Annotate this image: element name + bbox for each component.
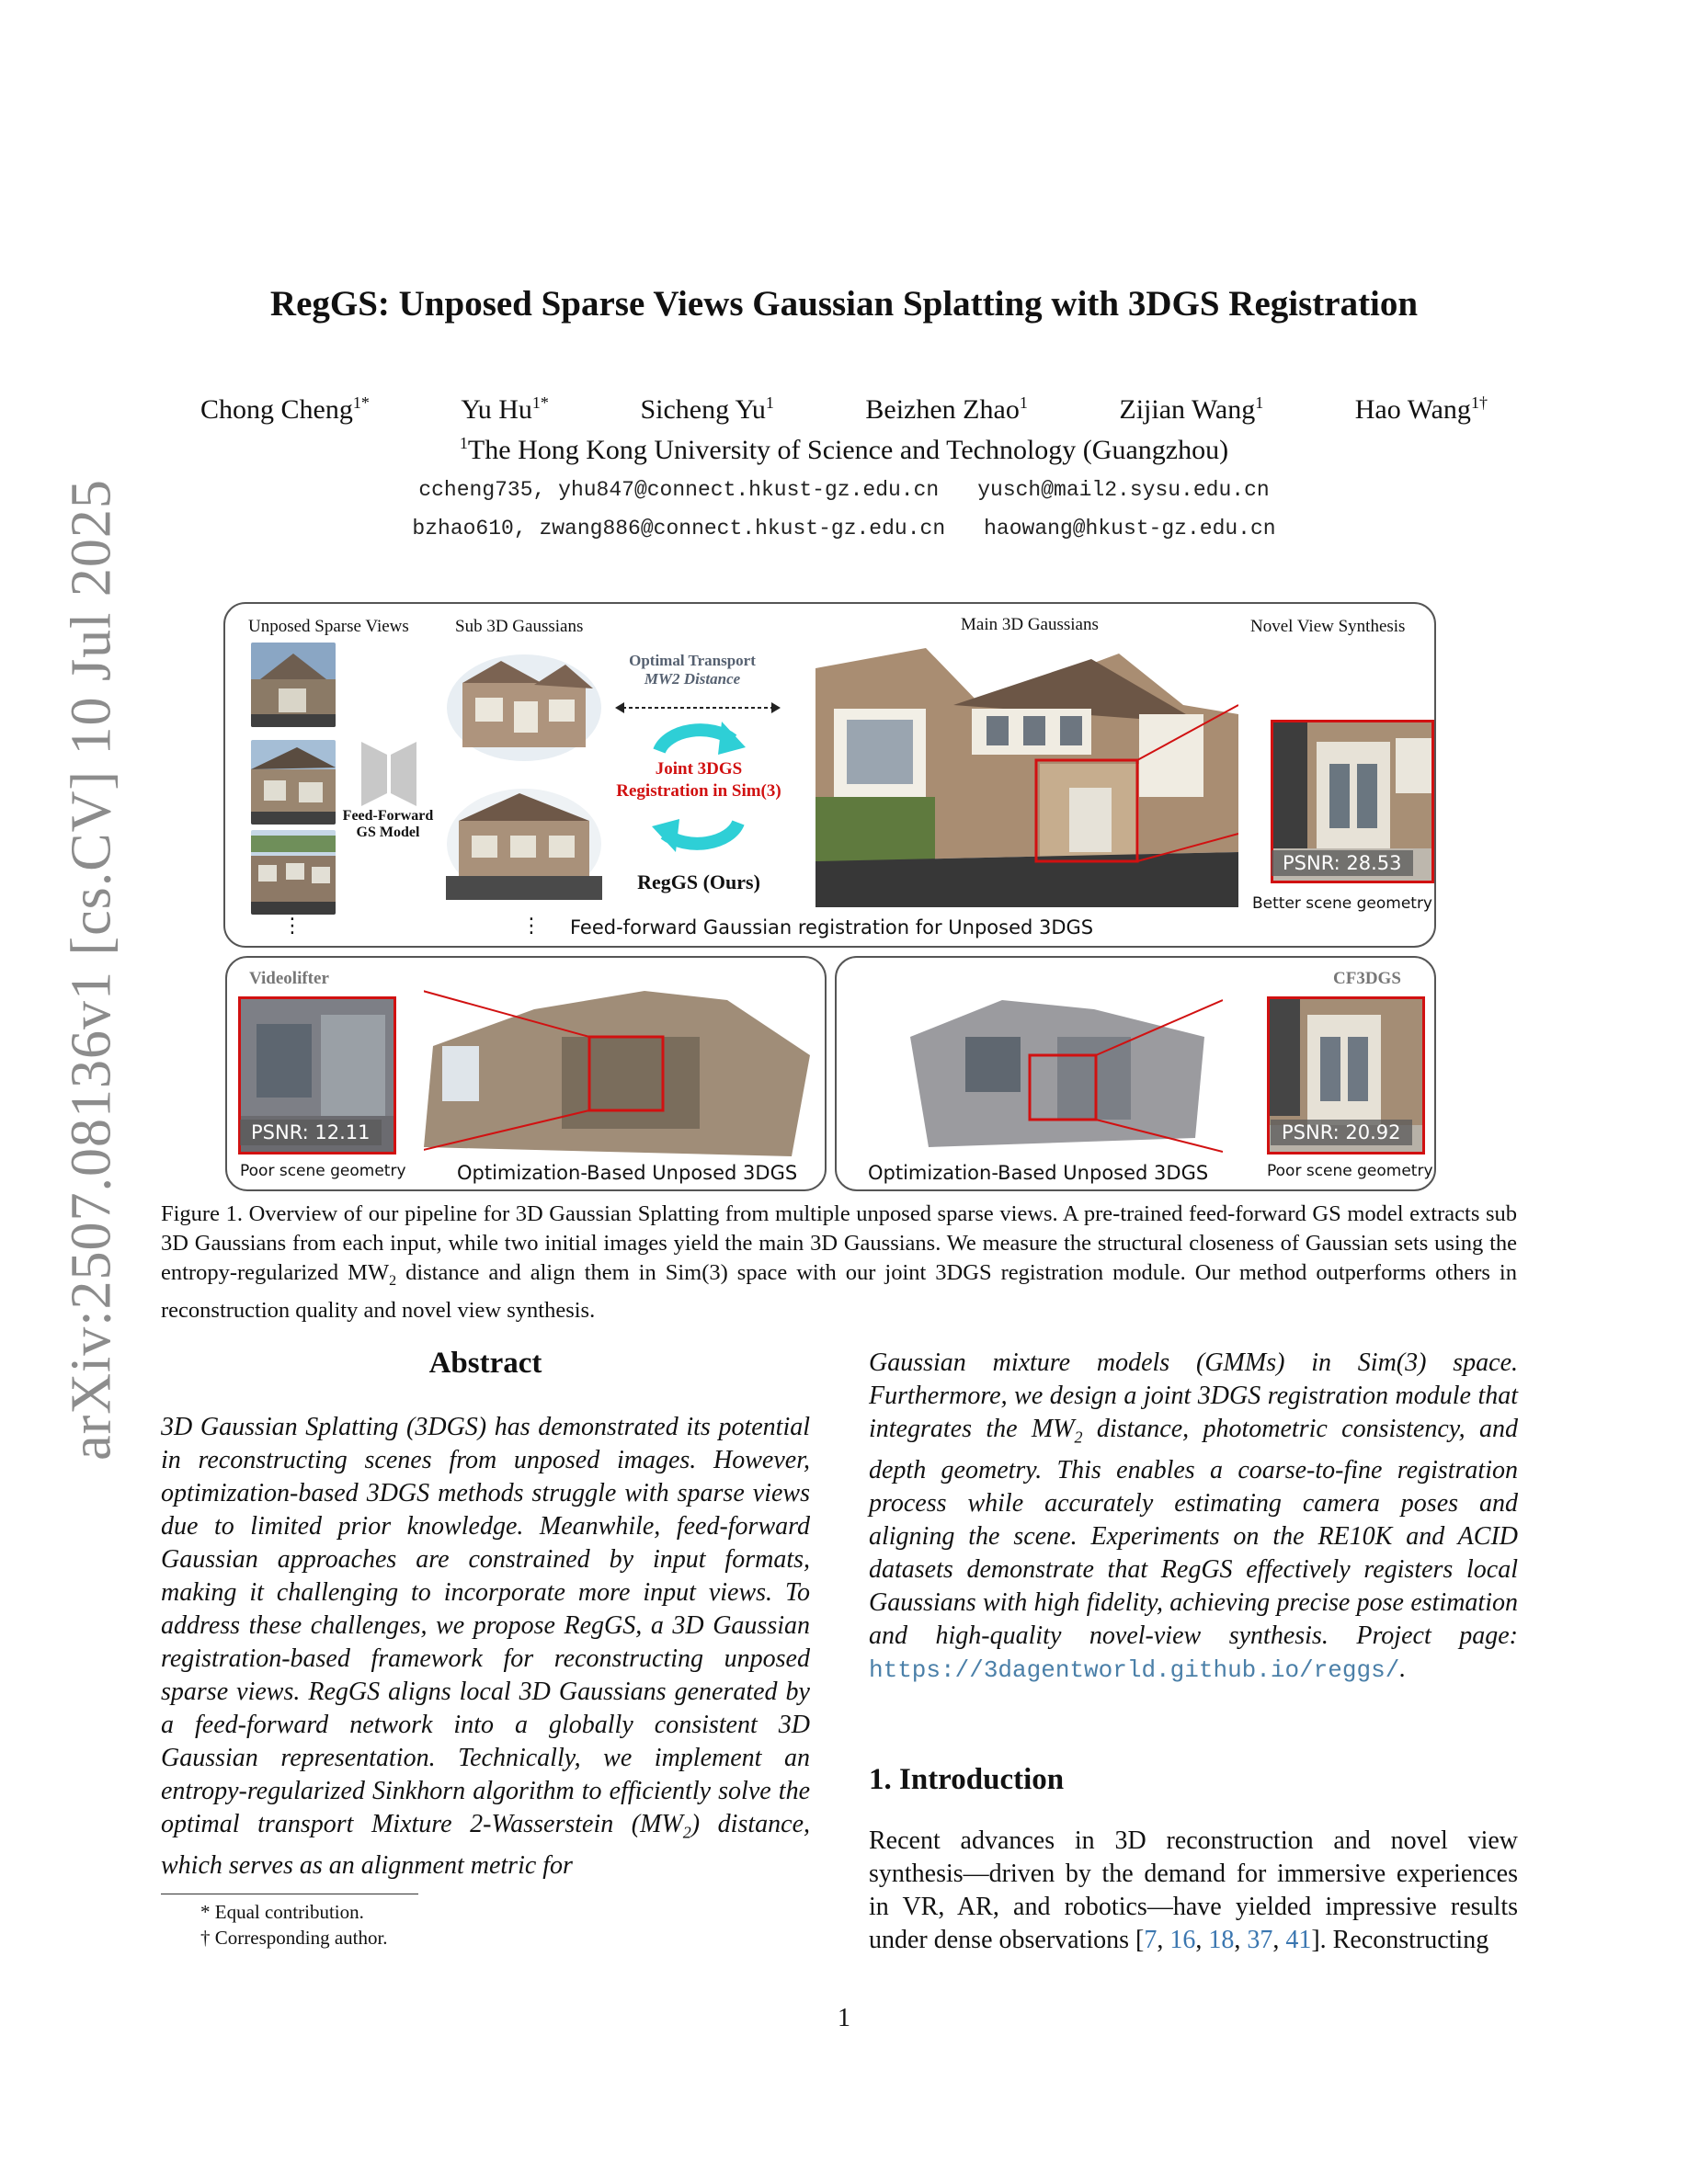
project-page-link[interactable]: https://3dagentworld.github.io/reggs/	[869, 1655, 1400, 1684]
author: Beizhen Zhao$^1$	[865, 393, 1028, 425]
footnote: * Equal contribution.	[200, 1901, 364, 1923]
input-view-image	[251, 740, 336, 825]
citation-link[interactable]: 41	[1285, 1926, 1312, 1954]
figure-caption: Figure 1. Overview of our pipeline for 3D Gaussian Splatting from multiple unposed sparse views. A pre-trained feed-forward GS model extracts sub 3D Gaussians from each input, while two initial images yield the main 3D Gaussians. We measure the structural closeness of Gaussian sets using the entropy-regularized $MW_2$ distance and align them in Sim(3) space with our joint 3DGS registration module. Our method outperforms others in reconstruction quality and novel view synthesis.	[161, 1201, 1517, 1323]
input-view-image	[251, 643, 336, 727]
section-heading-introduction: 1. Introduction	[869, 1763, 1065, 1796]
poor-geometry-note: Poor scene geometry	[240, 1162, 406, 1180]
method-label-videolifter: Videolifter	[249, 969, 329, 988]
abstract-heading: Abstract	[428, 1347, 542, 1380]
label-unposed-sparse-views: Unposed Sparse Views	[248, 617, 409, 636]
feed-forward-arrow-icon	[361, 733, 416, 806]
author: Zijian Wang$^1$	[1119, 393, 1264, 425]
double-arrow-icon	[615, 701, 781, 714]
email-text[interactable]: haowang@hkust-gz.edu.cn	[984, 517, 1276, 540]
panel-caption: Optimization-Based Unposed 3DGS	[457, 1162, 798, 1184]
figure-cf3dgs-panel	[835, 956, 1436, 1191]
label-novel-view-synthesis: Novel View Synthesis	[1250, 617, 1406, 636]
sub-3d-gaussian-render	[446, 648, 602, 768]
reggs-ours-label: RegGS (Ours)	[637, 870, 760, 893]
author: Chong Cheng$^{1*}$	[200, 393, 370, 425]
abstract-body-left: 3D Gaussian Splatting (3DGS) has demonstrated its potential in reconstructing scenes from unposed images. However, optimization-based 3DGS methods struggle with sparse views due to limited prior knowledge. Meanwhile, feed-forward Gaussian approaches are constrained by input formats, making it challenging to incorporate more input views. To address these challenges, we propose RegGS, a 3D Gaussian registration-based framework for reconstructing unposed sparse views. RegGS aligns local 3D Gaussians generated by a feed-forward network into a globally consistent 3D Gaussian representation. Technically, we implement an entropy-regularized Sinkhorn algorithm to efficiently solve the optimal transport Mixture 2-Wasserstein $(MW_2)$ distance, which serves as an alignment metric for	[161, 1413, 810, 1880]
citation-link[interactable]: 37	[1247, 1926, 1273, 1954]
author: Hao Wang$^{1\dagger}$	[1354, 393, 1488, 425]
email-line	[0, 517, 1688, 540]
email-line	[0, 478, 1688, 502]
author: Yu $Hu^{1*}$	[461, 393, 549, 425]
email-text[interactable]: bzhao610, zwang886@connect.hkust-gz.edu.cn	[412, 517, 946, 540]
author: Sicheng Yu$^1$	[640, 393, 774, 425]
abstract-body-right: Gaussian mixture models (GMMs) in Sim(3) space. Furthermore, we design a joint 3DGS registration module that integrates the $MW_2$ distance, photometric consistency, and depth geometry. This enables a coarse-to-fine registration process while accurately estimating camera poses and aligning the scene. Experiments on the RE10K and ACID datasets demonstrate that RegGS effectively registers local Gaussians with high fidelity, achieving precise pose estimation and high-quality novel-view synthesis. Project page: https://3dagentworld.github.io/reggs/.	[869, 1348, 1518, 1684]
optimal-transport-label: Optimal Transport MW2 Distance	[629, 652, 756, 688]
footnotes	[200, 1899, 388, 1951]
paper-title: RegGS: Unposed Sparse Views Gaussian Splatting with 3DGS Registration	[269, 284, 1419, 324]
panel-caption: Optimization-Based Unposed 3DGS	[868, 1162, 1209, 1184]
ellipsis-icon: ⋮	[521, 915, 542, 938]
introduction-body: Recent advances in 3D reconstruction and novel view synthesis—driven by the demand for immersive experiences in VR, AR, and robotics—have yielded impressive results under dense observations [7, 16, 18, 37, 41]. Reconstructing	[869, 1826, 1518, 1954]
cf3dgs-scene-render	[892, 982, 1223, 1156]
poor-geometry-note: Poor scene geometry	[1267, 1162, 1433, 1180]
input-view-image	[251, 830, 336, 915]
psnr-badge: PSNR: 12.11	[240, 1120, 382, 1145]
affiliation: $^1$The Hong Kong University of Science and Technology (Guangzhou)	[459, 434, 1229, 465]
feed-forward-label: Feed-Forward GS Model	[342, 808, 434, 840]
label-main-3d-gaussians: Main 3D Gaussians	[961, 615, 1099, 634]
psnr-badge: PSNR: 20.92	[1271, 1120, 1412, 1145]
author-list	[200, 393, 1488, 426]
footnote: † Corresponding author.	[200, 1927, 388, 1949]
page-number: 1	[838, 2004, 850, 2032]
citation-link[interactable]: 7	[1144, 1926, 1158, 1954]
psnr-badge: PSNR: 28.53	[1272, 850, 1413, 876]
email-text[interactable]: yusch@mail2.sysu.edu.cn	[977, 478, 1270, 502]
arxiv-identifier-stamp: arXiv:2507.08136v1 [cs.CV] 10 Jul 2025	[60, 479, 123, 1461]
figure-videolifter-panel	[225, 956, 827, 1191]
figure-top-panel	[223, 602, 1436, 948]
joint-registration-label: Joint 3DGS Registration in Sim(3)	[616, 759, 781, 801]
label-sub-3d-gaussians: Sub 3D Gaussians	[455, 617, 584, 636]
ellipsis-icon: ⋮	[282, 915, 302, 938]
top-panel-caption: Feed-forward Gaussian registration for Unposed 3DGS	[570, 916, 1094, 938]
citation-link[interactable]: 16	[1169, 1926, 1196, 1954]
main-3d-gaussian-render	[815, 641, 1238, 907]
email-text[interactable]: ccheng735, yhu847@connect.hkust-gz.edu.cn	[418, 478, 940, 502]
sub-3d-gaussian-render	[446, 784, 602, 904]
method-label-cf3dgs: CF3DGS	[1333, 969, 1401, 988]
better-geometry-note: Better scene geometry	[1252, 894, 1432, 913]
videolifter-scene-render	[424, 982, 810, 1156]
citation-link[interactable]: 18	[1208, 1926, 1235, 1954]
